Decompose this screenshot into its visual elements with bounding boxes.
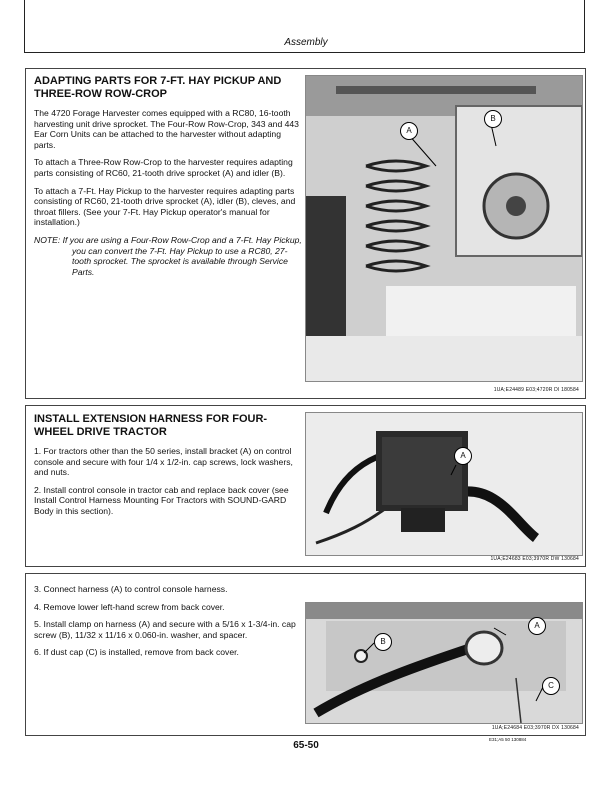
section-connect-harness: [25, 573, 586, 736]
header-rule: [24, 52, 585, 53]
callout-a: A: [528, 617, 546, 635]
paragraph: The 4720 Forage Harvester comes equipped with a RC80, 16-tooth harvesting unit drive sprocket. The Four-Row Row-Crop, 343 and 443 Ear Corn Units can be attached to the harvester without adapting parts.: [34, 108, 299, 150]
callout-c: C: [542, 677, 560, 695]
figure-caption: 1UA;E24683 E03;3970R DW 130684: [490, 556, 579, 562]
callout-a: A: [454, 447, 472, 465]
photo-control-console-bracket: [305, 412, 583, 556]
paragraph: To attach a 7-Ft. Hay Pickup to the harvester requires adapting parts consisting of RC60, 21-tooth drive sprocket (A), idler (B), cleves, and throat fillers. (See your 7-Ft. Hay Pickup operator's manual for installation.): [34, 185, 296, 228]
callout-b: B: [374, 633, 392, 651]
paragraph: 3. Connect harness (A) to control console harness.: [34, 584, 228, 594]
section-adapting-parts: [25, 68, 586, 399]
callout-b: B: [484, 110, 502, 128]
photo-drive-sprocket-idler: [305, 75, 583, 382]
section-heading: ADAPTING PARTS FOR 7-FT. HAY PICKUP AND THREE-ROW ROW-CROP: [34, 75, 282, 100]
running-header: Assembly: [284, 37, 328, 48]
paragraph: 2. Install control console in tractor cab and replace back cover (see Install Control Harness Mounting For Tractors with SOUND-GARD Body in this section).: [34, 484, 289, 516]
figure-caption: 1UA;E24684 E03;3970R DX 130684: [491, 725, 579, 731]
paragraph: 4. Remove lower left-hand screw from back cover.: [34, 601, 225, 612]
callout-a: A: [400, 122, 418, 140]
page-number: 65-50: [293, 740, 319, 751]
footer-code: E31;A5 50 130884: [489, 737, 527, 742]
paragraph: 1. For tractors other than the 50 series, install bracket (A) on control console and secure with four 1/4 x 1/2-in. cap screws, lock washers, and nuts.: [34, 446, 293, 478]
section-text: [34, 584, 296, 665]
paragraph: 6. If dust cap (C) is installed, remove from back cover.: [34, 647, 239, 658]
section-text: [34, 413, 304, 524]
section-heading: INSTALL EXTENSION HARNESS FOR FOUR-WHEEL DRIVE TRACTOR: [34, 413, 268, 438]
section-extension-harness: [25, 405, 586, 567]
section-text: [34, 75, 304, 284]
note: NOTE: If you are using a Four-Row Row-Crop and a 7-Ft. Hay Pickup, you can convert the 7-Ft. Hay Pickup to use a RC80, 27-tooth sprocket. The sprocket is available through Service Parts.: [34, 234, 302, 277]
paragraph: To attach a Three-Row Row-Crop to the harvester requires adapting parts consisting of RC60, 21-tooth drive sprocket (A) and idler (B).: [34, 157, 293, 178]
photo-harness-clamp: [305, 602, 583, 724]
figure-caption: 1UA;E24489 E03;4720R DI 180584: [493, 387, 579, 393]
paragraph: 5. Install clamp on harness (A) and secure with a 5/16 x 1-3/4-in. cap screw (B), 11/32 x 11/16 x 0.060-in. washer, and spacer.: [34, 619, 296, 640]
photo-illustration: [306, 413, 582, 555]
photo-illustration: [306, 76, 582, 381]
